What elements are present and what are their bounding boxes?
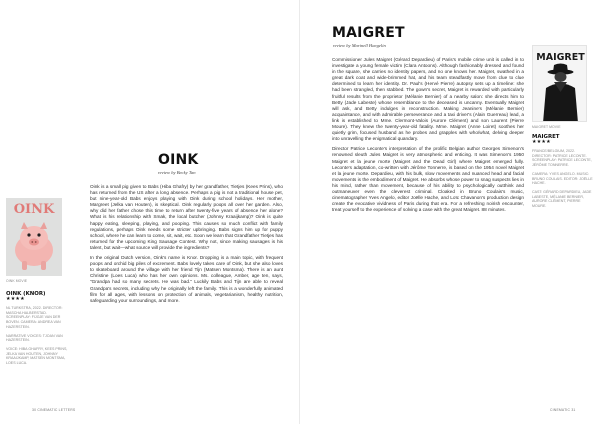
maigret-review-paragraph: Director Patrice Leconte's interpretation of the prolific Belgian author Georges Simenon's renowned sleuth Jules Maigret is very atmospheric and enticing. It was Simenon's 1950 Maigret et la jeune morte (Maigret and the Dead Girl) where Maigret emerged fully. Leconte's adaptation, co-written with Jérôme Tonnerre, is based on the 1954 novel Maigret et la jeune morte. Depardieu, with his bulk, slow movements and nuanced head and facial movements is the embodiment of Maigret. He absorbs whose power to snag suspects lies in his mind, rather than movement, because of his ability to psychologically outthink and outmaneuver even the cleverest criminal. Cloaked in Bruno Coulais's music, cinematographer Yves Angelo, editor Joëlle Hache, and Loïc Chavanon's production design create the evocative vividness of Paris during that era. For a refreshing noirish encounter, treat yourself to the experience of solving a case with the great Maigret. 88 minutes. (332, 146, 524, 213)
right-page-footer: CINEMATIC 31 (550, 408, 576, 412)
maigret-info-paragraph: CAST: GÉRARD DEPARDIEU, JADE LABESTE, MÉLANIE BERNIER, AURORE CLÉMENT, PIERRE MOURE. (532, 189, 592, 209)
maigret-poster (532, 45, 587, 122)
maigret-film-title: MAIGRET (532, 134, 560, 140)
maigret-review-body (332, 57, 524, 217)
oink-poster-title: OINK (13, 202, 55, 217)
oink-film-info (6, 291, 70, 370)
oink-info-paragraph: VOICE: HIBA GHAFRY, KEES PRINS, JELKA VAN HOUTEN, JOHNNY KRAAIJKAMP, MATSEN MONTSMA, LOES LUCA. (6, 346, 68, 366)
maigret-review-byline: review by Marinell Haegelin (333, 43, 386, 48)
oink-info-paragraph: NARRATIVE VOICES: TJOAN VAN HAZERSTEIN. (6, 333, 63, 343)
maigret-info-paragraph: CAMERA: YVES ANGELO. MUSIC: BRUNO COULAIS. EDITOR: JOËLLE HACHE. (532, 171, 593, 186)
maigret-poster-caption: MAIGRET MOVIE (532, 125, 561, 129)
oink-rating-stars: ★★★★ (6, 297, 25, 303)
oink-film-title: OINK (KNOR) (6, 291, 46, 297)
oink-info-paragraph: NL TURKSTRA, 2022. DIRECTOR: MASCHA HALBERSTAD. SCREENPLAY: FIJGJE VAN DER BOVEN. CAMERA: ANDREA VAN HAZERSTEIN. (6, 306, 63, 329)
maigret-poster-title: MAIGRET (536, 52, 585, 63)
oink-poster (6, 198, 62, 276)
maigret-poster-art (533, 46, 587, 122)
oink-poster-caption: OINK MOVIE (6, 279, 28, 283)
maigret-review-paragraph: Commissioner Jules Maigret (Gérard Depardieu) of Paris's mobile crime unit is called in to investigate a young female victim (Clara Antoons). Although fashionably dressed and found in the square, she carries no identity papers, and no one knows her. Maigret, swathed in a great dark coat and wide-brimmed hat, and his team steadfastly move from clue to clue determined to learn her identity. Dr. Paul's (Hervé Pierre) autopsy sets up a timeline: she had been strangled, then stabbed. The gown's secret, Maigret is rewarded with particularly fruitful results from the proprietor (Mélanie Bernier) of a nearby salon: she directs him to Betty (Jade Labeste) whose resemblance to the deceased is uncanny. Eventually Maigret will ask, and Betty indulges in reconstruction. Making Jeanine's (Mélanie Bernier) acquaintance, and with admirable perseverance and a taxi driver's (Alain Guerreau) lead, a link is established to Mme. Clermont-Valois (Aurore Clément) and son Laurent (Pierre Moure). They knew the twenty-year-old fatality. Mme. Maigret (Anne Loiret) soothes her quietly grim, focused husband as he probes and grapples with who/what, delving deeper into unravelling the enigmatical quandary. (332, 57, 524, 142)
oink-review-title: OINK (158, 152, 199, 168)
maigret-rating-stars: ★★★★ (532, 140, 551, 146)
maigret-film-info (532, 134, 594, 213)
left-page-footer: 30 CINEMATIC LETTERS (32, 408, 76, 412)
oink-review-paragraph: Oink is a small pig given to Babs (Hiba Ghafry) by her grandfather, Tietjes (Kees Prins), who has returned from the US after a long absence. Perhaps a pig is not a traditional house pet, but nine-year-old Babs enjoys playing with Oink during school holidays. Her mother, Margreet (Jelka van Houten), is skeptical. Oink regularly poops all over her garden. Also, why did her father chose this time to return after twenty-five years of absence her alone? What is his relationship with Smak, the local butcher (Johnny Kraaijkamp)? Oink is quite happy eating, sleeping, playing, and pooping. This causes so much conflict with family regulations, perhaps Oink needs some stricter upbringing. Babs signs him up for puppy school, where he can learn to come, sit, wait, etc. Soon we learn that Grandfather Tietjes has returned for the upcoming King Sausage Contest. Why not, since making sausages is his talent, but wait—what source will provide the ingredients? (90, 184, 283, 250)
oink-review-body (90, 184, 283, 308)
oink-review-paragraph: In the original Dutch version, Oink's name is Knor. Dropping is a main topic, with frequent poops and orchid big piles of excrement. Babs lovely takes care of Oink, but she also loves to skateboard around the village with her friend Tijn (Matsen Montsma). There is an aunt Christine (Loes Luca) who has her own opinions. Ms. colleague, Amber, age ten, says, "Grandpa had so many secrets. He was bad." Luckily Babs and Tijn are able to reveal Grandpa's secrets, including why he originally left the family. This is a wonderfully animated film for all ages, with lessons on protection of animals, vegetarianism, healthy nutrition, safeguarding your surroundings, and more. (90, 255, 283, 303)
right-page (300, 0, 600, 424)
oink-poster-art (6, 198, 62, 276)
maigret-info-paragraph: FRANCE/BELGIUM, 2022. DIRECTOR: PATRICE LECONTE. SCREENPLAY: PATRICE LECONTE, JÉRÔME TONNERRE. (532, 149, 592, 168)
oink-review-byline: review by Becky Tan (158, 170, 196, 175)
maigret-review-title: MAIGRET (332, 25, 405, 41)
